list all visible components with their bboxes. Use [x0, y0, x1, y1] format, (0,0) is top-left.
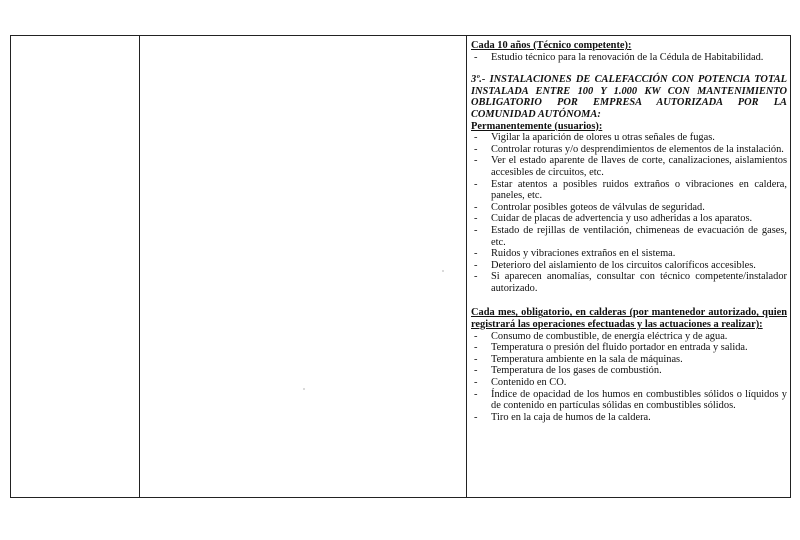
list-item: - Temperatura ambiente en la sala de máquinas.	[471, 354, 787, 366]
list-monthly	[471, 331, 787, 424]
section-heading-permanent: Permanentemente (usuarios):	[471, 120, 603, 132]
list-item: - Temperatura de los gases de combustión.	[471, 365, 787, 377]
list-item: - Índice de opacidad de los humos en combustibles sólidos o líquidos y de contenido en partículas sólidas en combustibles sólidos.	[471, 389, 787, 412]
list-10-years	[471, 52, 787, 64]
list-item: - Controlar posibles goteos de válvulas de seguridad.	[471, 202, 787, 214]
list-item: - Si aparecen anomalías, consultar con técnico competente/instalador autorizado.	[471, 271, 787, 294]
scan-speck	[303, 388, 305, 390]
list-item: - Ruidos y vibraciones extraños en el sistema.	[471, 248, 787, 260]
list-item: - Controlar roturas y/o desprendimientos de elementos de la instalación.	[471, 144, 787, 156]
maintenance-text-column	[471, 40, 787, 423]
column-divider-2	[466, 36, 467, 497]
list-item: - Deterioro del aislamiento de los circuitos caloríficos accesibles.	[471, 260, 787, 272]
list-item: - Estado de rejillas de ventilación, chimeneas de evacuación de gases, etc.	[471, 225, 787, 248]
list-item: - Contenido en CO.	[471, 377, 787, 389]
list-item: - Temperatura o presión del fluido portador en entrada y salida.	[471, 342, 787, 354]
section-heading-10-years: Cada 10 años (Técnico competente):	[471, 40, 632, 51]
list-item: - Vigilar la aparición de olores u otras señales de fugas.	[471, 132, 787, 144]
list-item: - Consumo de combustible, de energía eléctrica y de agua.	[471, 331, 787, 343]
scan-speck	[442, 270, 444, 272]
list-permanent	[471, 132, 787, 294]
column-divider-1	[139, 36, 140, 497]
document-table	[10, 35, 791, 498]
section-heading-monthly: Cada mes, obligatorio, en calderas (por mantenedor autorizado, quien registrará las operaciones efectuadas y las actuaciones a realizar):	[471, 307, 787, 331]
section-title-heating: 3º.- INSTALACIONES DE CALEFACCIÓN CON POTENCIA TOTAL INSTALADA ENTRE 100 Y 1.000 KW CON MANTENIMIENTO OBLIGATORIO POR EMPRESA AUTORIZADA POR LA COMUNIDAD AUTÓNOMA:	[471, 74, 787, 120]
list-item: - Ver el estado aparente de llaves de corte, canalizaciones, aislamientos accesibles de circuitos, etc.	[471, 155, 787, 178]
list-item: - Estar atentos a posibles ruidos extraños o vibraciones en caldera, paneles, etc.	[471, 179, 787, 202]
list-item: - Estudio técnico para la renovación de la Cédula de Habitabilidad.	[471, 52, 787, 64]
list-item: - Cuidar de placas de advertencia y uso adheridas a los aparatos.	[471, 213, 787, 225]
list-item: - Tiro en la caja de humos de la caldera.	[471, 412, 787, 424]
